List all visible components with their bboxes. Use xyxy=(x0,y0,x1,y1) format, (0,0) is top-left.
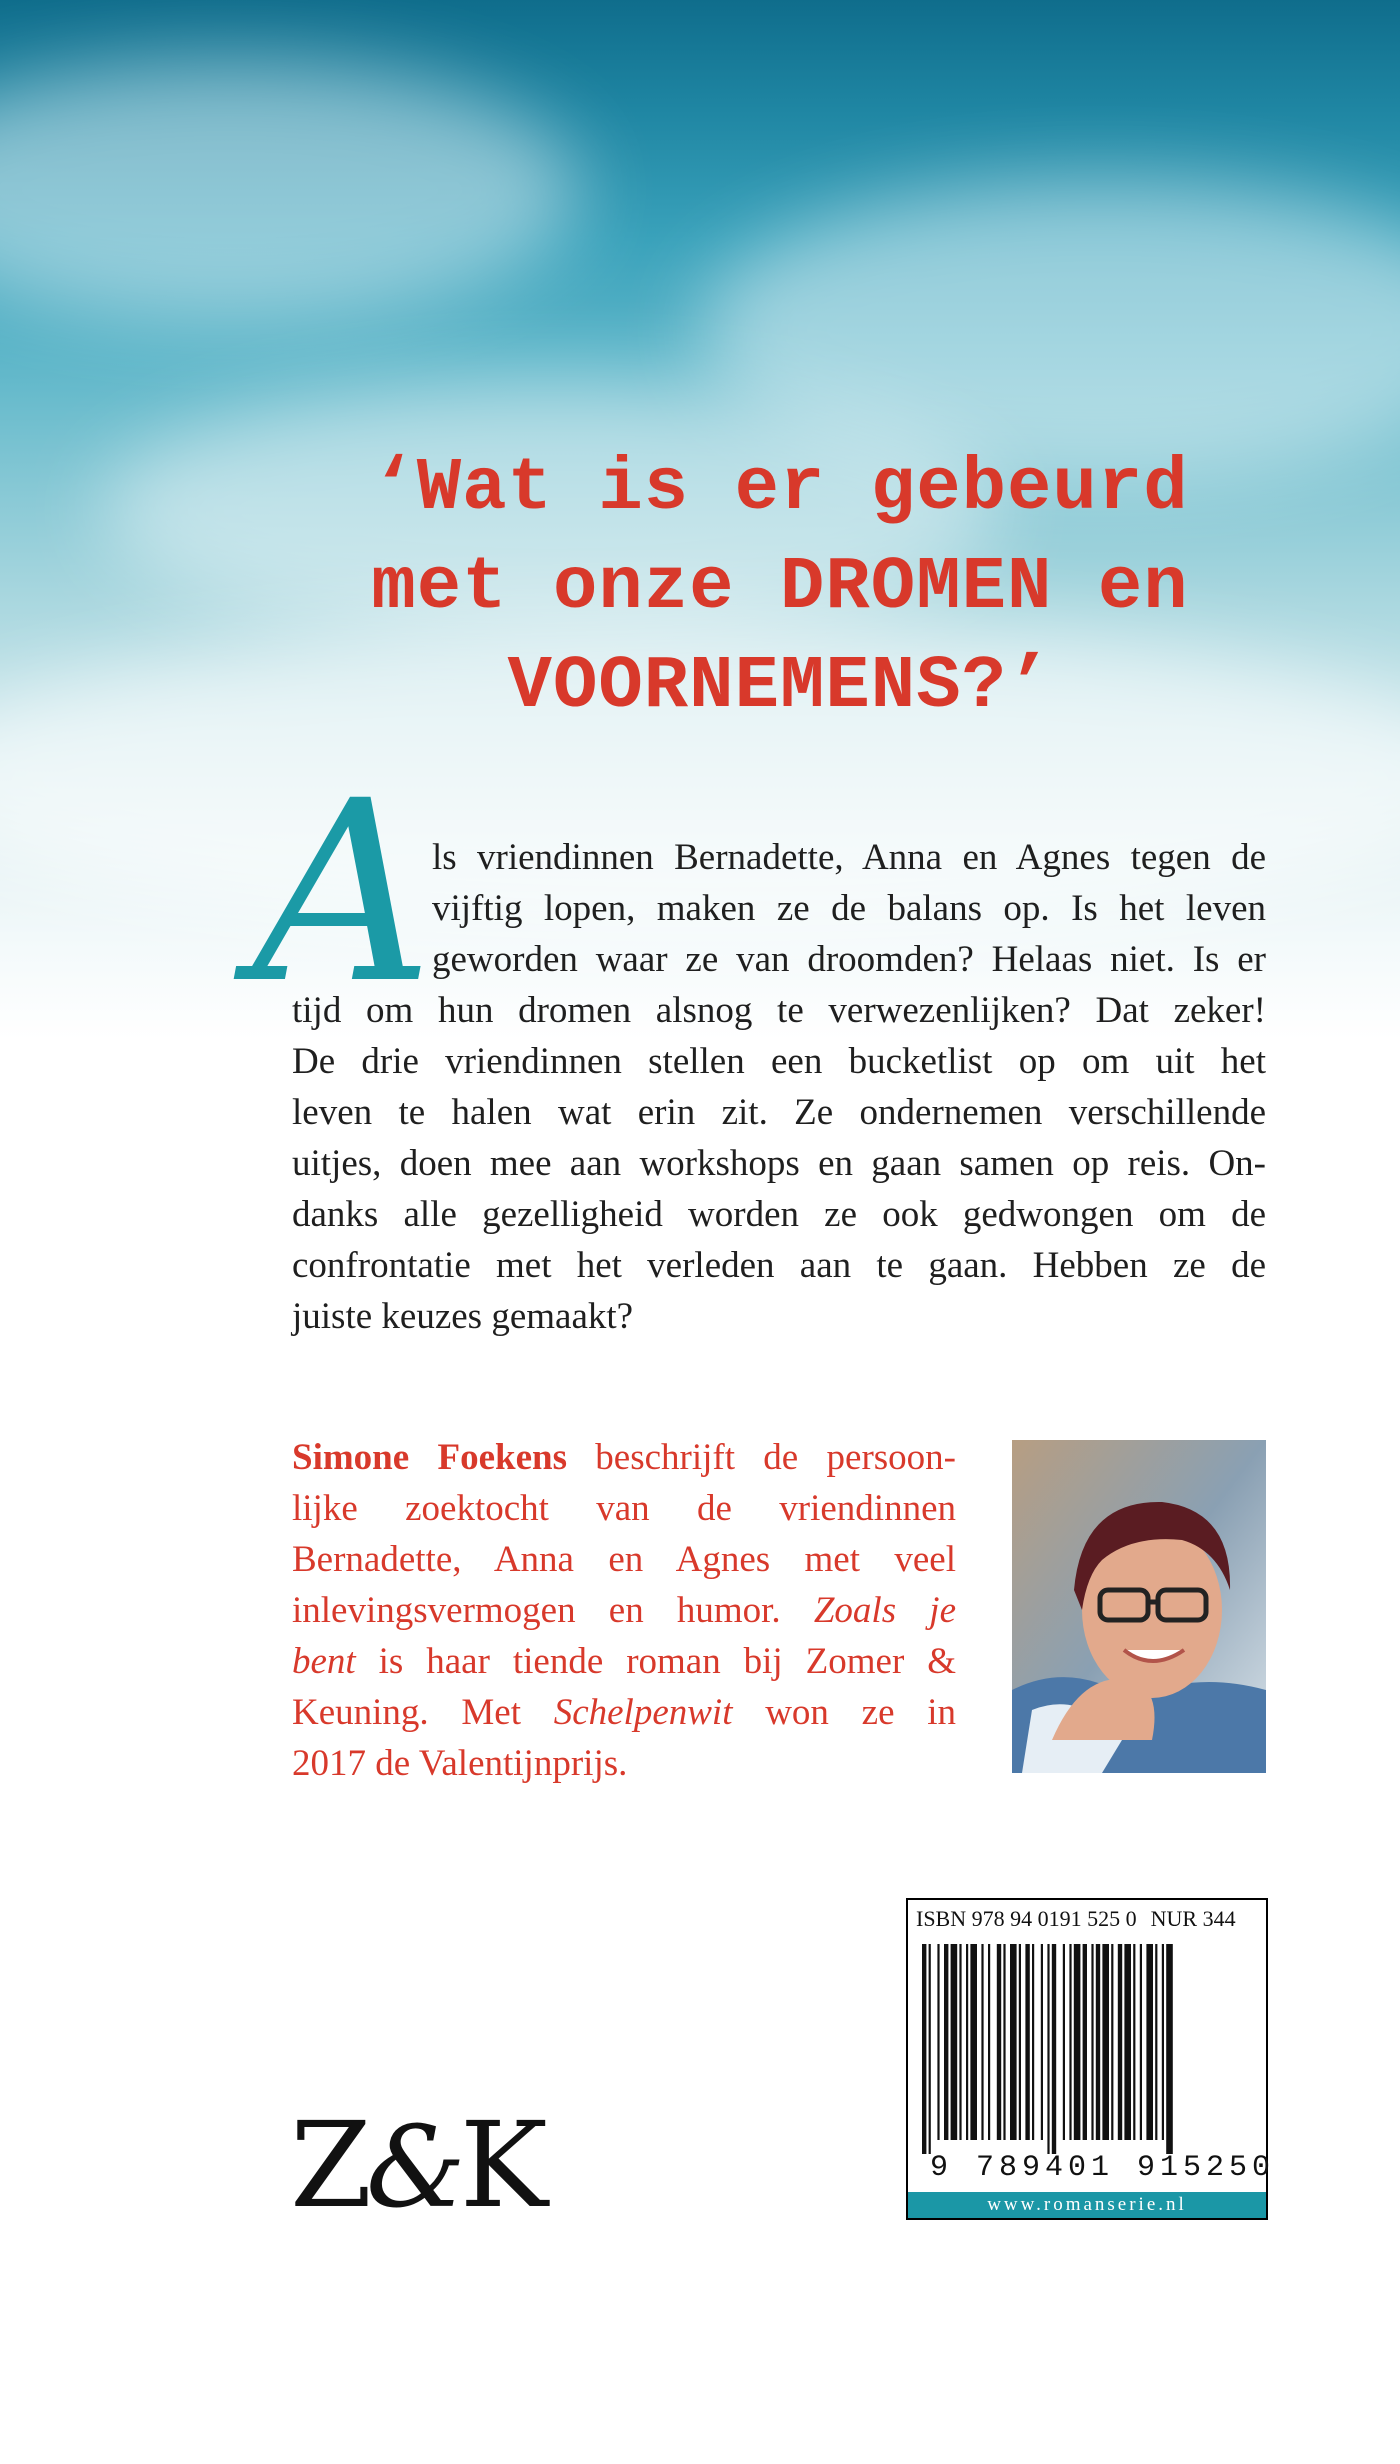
author-bio-line xyxy=(292,1636,956,1687)
barcode-digits: 9 789401 915250 xyxy=(930,2151,1276,2185)
barcode-bar xyxy=(959,1944,961,2140)
prize-book-title: Schelpenwit xyxy=(553,1692,733,1733)
author-photo xyxy=(1012,1440,1266,1773)
barcode-bar xyxy=(1083,1944,1087,2140)
author-bio-line xyxy=(292,1585,956,1636)
author-bio-line xyxy=(292,1687,956,1738)
synopsis-line: vijftig lopen, maken ze de balans op. Is het leven xyxy=(432,888,1266,929)
author-bio-text: beschrijft de persoon- xyxy=(566,1437,956,1478)
barcode-bar xyxy=(1146,1944,1153,2140)
barcode-bar xyxy=(1166,1944,1173,2154)
author-bio-line: Bernadette, Anna en Agnes met veel xyxy=(292,1539,956,1580)
isbn-line xyxy=(916,1904,1260,1934)
synopsis-line: De drie vriendinnen stellen een bucketlist op om uit het xyxy=(292,1041,1266,1082)
barcode-icon xyxy=(916,1944,1262,2154)
synopsis-line: tijd om hun dromen alsnog te verwezenlijken? Dat zeker! xyxy=(292,990,1266,1031)
author-bio xyxy=(292,1432,956,1789)
barcode-bar xyxy=(1162,1944,1164,2140)
isbn-number: ISBN 978 94 0191 525 0 xyxy=(916,1906,1137,1931)
tagline-quote xyxy=(300,440,1260,737)
synopsis-text xyxy=(292,832,1266,1342)
barcode-bar xyxy=(1010,1944,1017,2140)
barcode-bar xyxy=(1118,1944,1122,2140)
barcode-bar xyxy=(1091,1944,1093,2140)
barcode-bar xyxy=(922,1944,926,2154)
synopsis-line: danks alle gezelligheid worden ze ook gedwongen om de xyxy=(292,1194,1266,1235)
barcode-bar xyxy=(970,1944,977,2140)
book-title: bent xyxy=(292,1641,356,1682)
barcode-bar xyxy=(1025,1944,1029,2140)
author-portrait-icon xyxy=(1012,1440,1266,1773)
author-bio-text: won ze in xyxy=(732,1692,956,1733)
barcode-bar xyxy=(1133,1944,1135,2140)
author-bio-line xyxy=(292,1432,956,1483)
synopsis-line: juiste keuzes gemaakt? xyxy=(292,1296,634,1337)
barcode-bar xyxy=(1032,1944,1034,2140)
barcode-bar xyxy=(966,1944,968,2140)
author-name: Simone Foekens xyxy=(292,1437,567,1478)
barcode-bar xyxy=(944,1944,948,2140)
nur-code: NUR 344 xyxy=(1150,1906,1236,1931)
synopsis-line: leven te halen wat erin zit. Ze ondernemen verschillende xyxy=(292,1092,1266,1133)
barcode-bar xyxy=(1111,1944,1113,2140)
barcode-bar xyxy=(997,1944,1001,2140)
publisher-logo xyxy=(290,2096,542,2234)
barcode-bar xyxy=(1052,1944,1056,2154)
drop-cap-letter: A xyxy=(252,747,434,1038)
barcode-bar xyxy=(929,1944,931,2154)
barcode-bar xyxy=(1069,1944,1071,2140)
synopsis-line: ls vriendinnen Bernadette, Anna en Agnes tegen de xyxy=(432,837,1266,878)
barcode-bar xyxy=(1096,1944,1100,2140)
author-bio-text: is haar tiende roman bij Zomer & xyxy=(355,1641,956,1682)
barcode-block xyxy=(906,1898,1276,2220)
synopsis-line: confrontatie met het verleden aan te gaan. Hebben ze de xyxy=(292,1245,1266,1286)
barcode-bar xyxy=(1047,1944,1049,2154)
barcode-bar xyxy=(1102,1944,1109,2140)
cloud-decoration xyxy=(0,60,580,320)
barcode-bar xyxy=(1074,1944,1081,2140)
barcode-bar xyxy=(988,1944,990,2140)
author-bio-text: inlevingsvermogen en humor. xyxy=(292,1590,814,1631)
barcode-bar xyxy=(937,1944,939,2140)
author-bio-line: lijke zoektocht van de vriendinnen xyxy=(292,1488,956,1529)
synopsis-line: geworden waar ze van droomden? Helaas niet. Is er xyxy=(432,939,1266,980)
quote-line: ‘Wat is er gebeurd xyxy=(371,447,1189,531)
logo-ampersand: & xyxy=(366,2103,460,2233)
website-band[interactable]: www.romanserie.nl xyxy=(908,2192,1266,2218)
synopsis-line: uitjes, doen mee aan workshops en gaan samen op reis. On- xyxy=(292,1143,1266,1184)
barcode-bar xyxy=(1041,1944,1043,2140)
barcode-bar xyxy=(1063,1944,1065,2140)
quote-line: met onze DROMEN en xyxy=(371,546,1189,630)
barcode-bar xyxy=(951,1944,958,2140)
barcode-bar xyxy=(981,1944,983,2140)
author-bio-text: Keuning. Met xyxy=(292,1692,554,1733)
logo-letter: Z xyxy=(290,2096,366,2234)
author-bio-line: 2017 de Valentijnprijs. xyxy=(292,1743,628,1784)
quote-line: VOORNEMENS?’ xyxy=(507,645,1053,729)
logo-letter: K xyxy=(459,2096,542,2234)
book-title: Zoals je xyxy=(813,1590,956,1631)
barcode-bar xyxy=(1155,1944,1157,2140)
barcode-bar xyxy=(1140,1944,1142,2140)
barcode-bar xyxy=(1019,1944,1021,2140)
barcode-bar xyxy=(1003,1944,1005,2140)
barcode-bar xyxy=(1124,1944,1131,2140)
